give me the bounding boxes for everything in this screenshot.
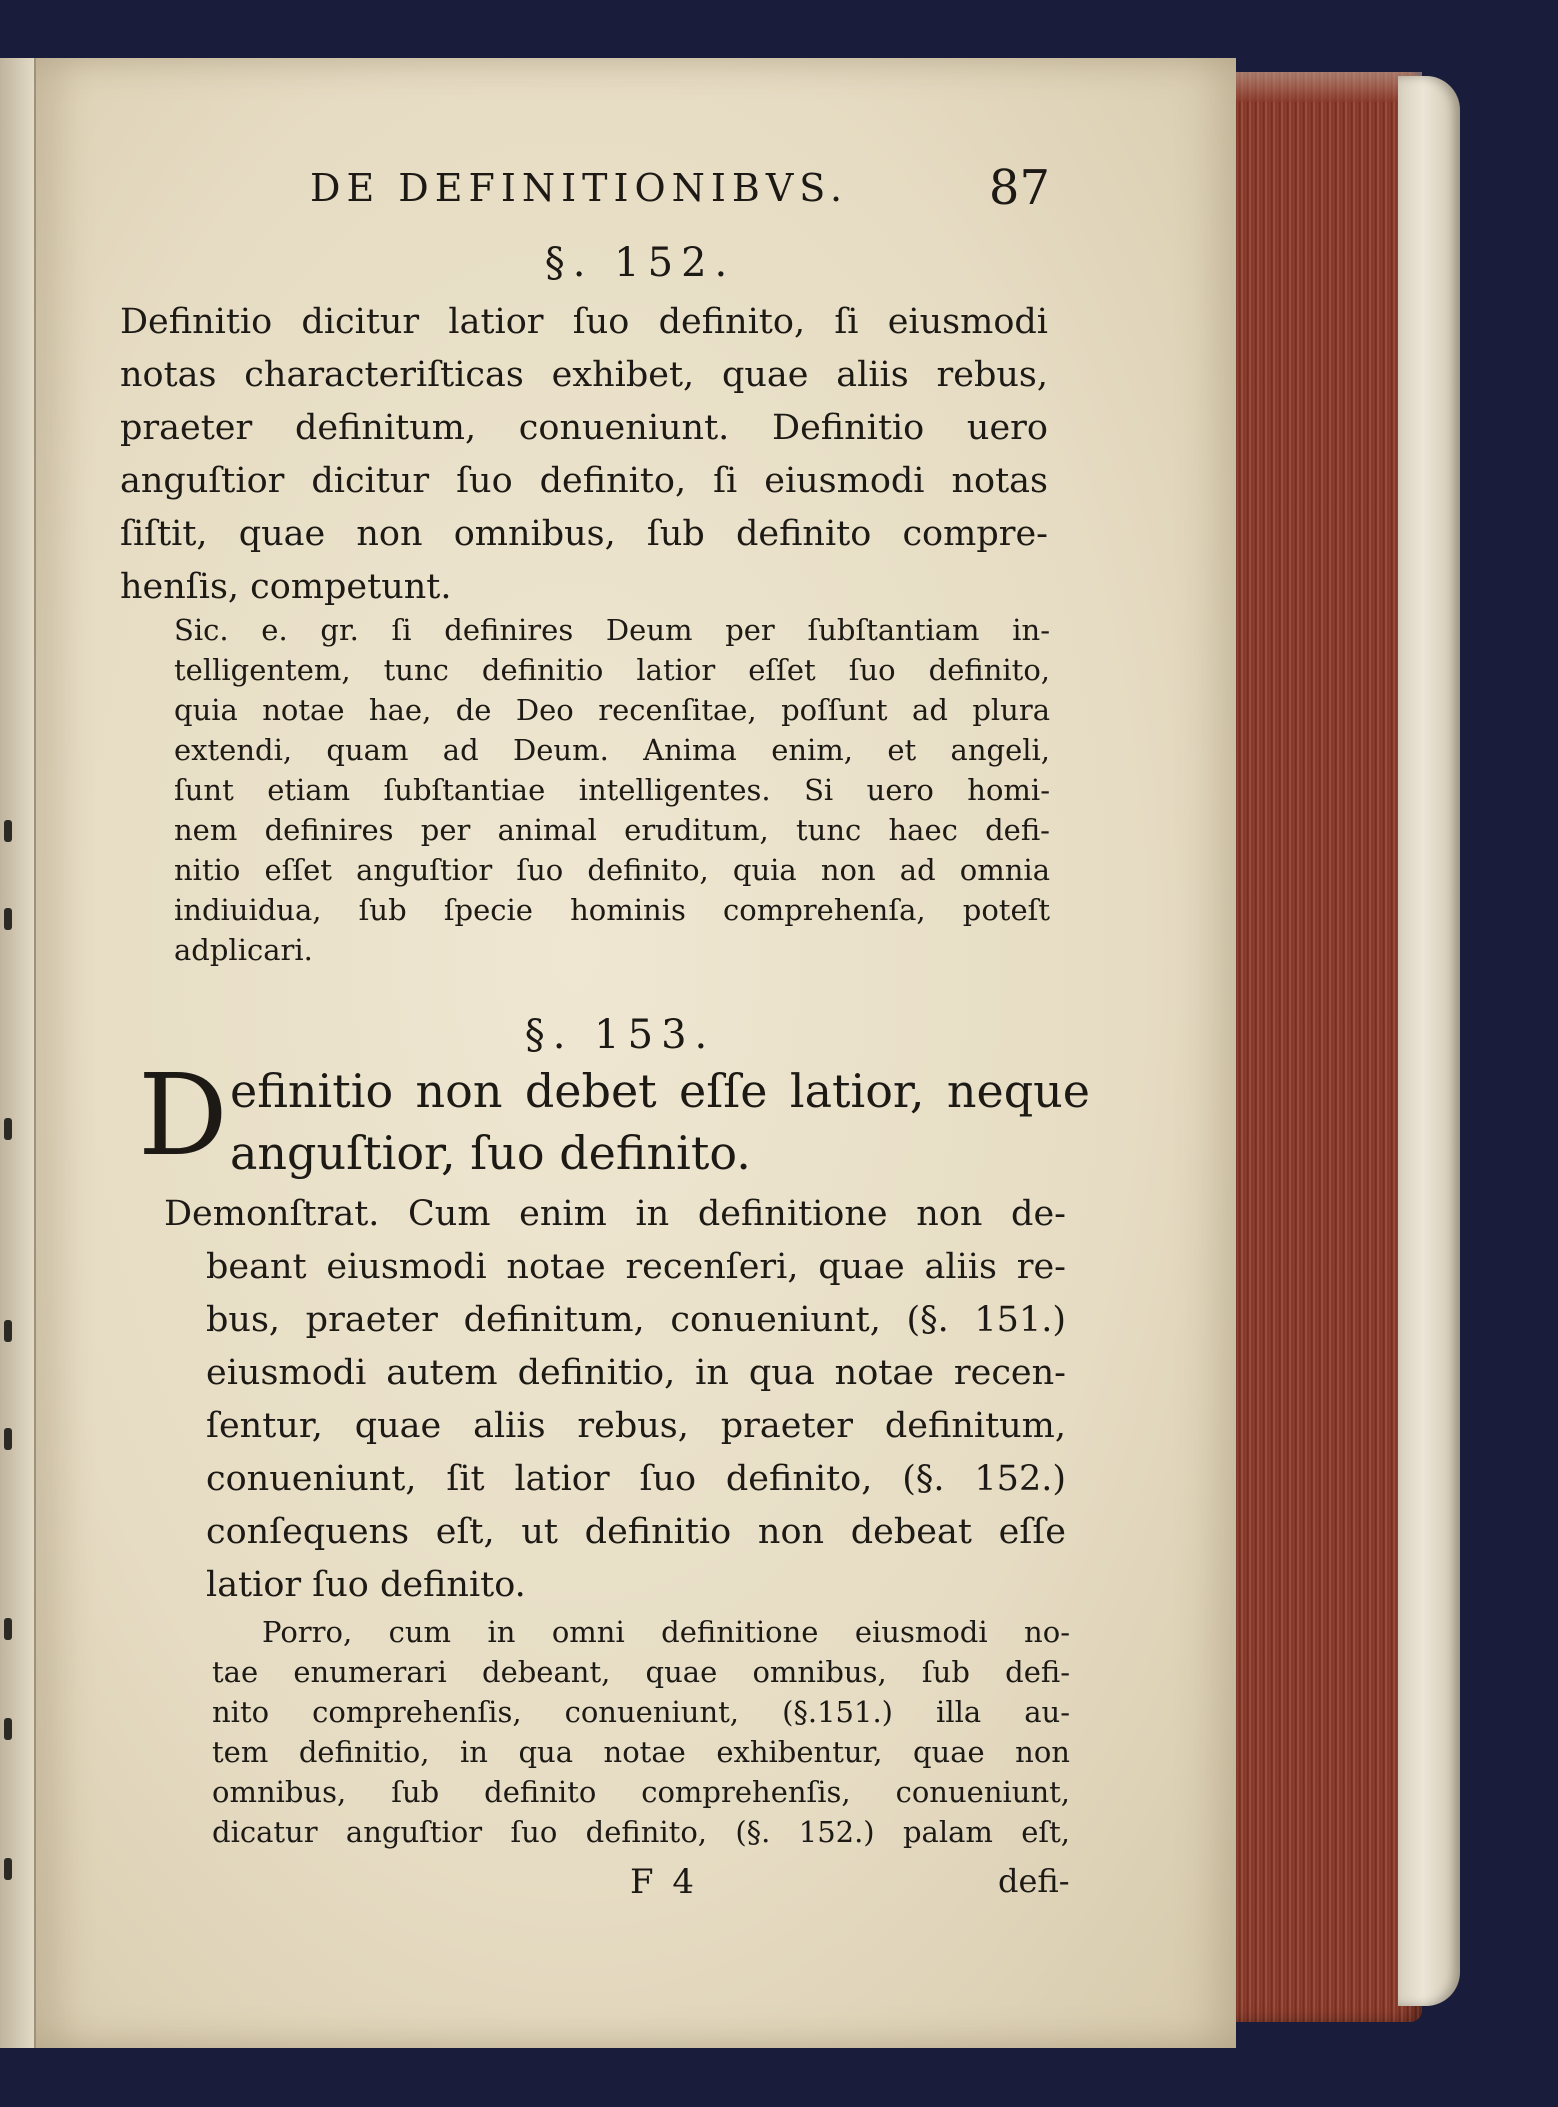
text-line: henſis, competunt. [120, 567, 452, 607]
text-line: extendi, quam ad Deum. Anima enim, et angeli, [174, 733, 1050, 767]
text-line: indiuidua, ſub ſpecie hominis comprehenſa, poteſt [174, 893, 1050, 927]
book-binding [1398, 76, 1460, 2006]
text-line: quia notae hae, de Deo recenſitae, poſſunt ad plura [174, 693, 1050, 727]
text-fragment [4, 820, 12, 842]
text-line: efinitio non debet eſſe latior, neque [230, 1064, 1090, 1118]
text-line: anguſtior, ſuo definito. [230, 1126, 751, 1180]
text-line: nem definires per animal eruditum, tunc haec defi- [174, 813, 1050, 847]
text-fragment [4, 1428, 12, 1450]
section-152-note [174, 610, 1050, 970]
text-line: notas characteriſticas exhibet, quae aliis rebus, [120, 355, 1048, 395]
text-line: eiusmodi autem definitio, in qua notae recen- [206, 1353, 1066, 1393]
text-line: nitio eſſet anguſtior ſuo definito, quia non ad omnia [174, 853, 1050, 887]
text-line: latior ſuo definito. [206, 1565, 526, 1605]
text-line: conſequens eſt, ut definitio non debeat eſſe [206, 1512, 1066, 1552]
text-line: Porro, cum in omni definitione eiusmodi no- [262, 1615, 1070, 1649]
text-line: bus, praeter definitum, conueniunt, (§. 151.) [206, 1300, 1066, 1340]
text-line: Definitio dicitur latior ſuo definito, ſi eiusmodi [120, 302, 1048, 342]
text-line: telligentem, tunc definitio latior eſſet ſuo definito, [174, 653, 1050, 687]
signature-mark: F 4 [630, 1862, 699, 1902]
catchword: defi- [998, 1862, 1070, 1900]
text-fragment [4, 1118, 12, 1140]
running-head [310, 160, 1050, 220]
section-153-note [212, 1612, 1070, 1852]
page-number: 87 [988, 160, 1050, 216]
text-fragment [4, 908, 12, 930]
text-line: dicatur anguſtior ſuo definito, (§. 152.) palam eſt, [212, 1815, 1070, 1849]
text-line: nito comprehenſis, conueniunt, (§.151.) illa au- [212, 1695, 1070, 1729]
text-line: Demonſtrat. Cum enim in definitione non de- [164, 1194, 1066, 1234]
text-line: beant eiusmodi notae recenſeri, quae aliis re- [206, 1247, 1066, 1287]
text-fragment [4, 1320, 12, 1342]
text-line: ſentur, quae aliis rebus, praeter definitum, [206, 1406, 1066, 1446]
drop-cap: D [138, 1051, 228, 1181]
text-line: tae enumerari debeant, quae omnibus, ſub defi- [212, 1655, 1070, 1689]
section-152-definition [120, 296, 1048, 614]
text-line: anguſtior dicitur ſuo definito, ſi eiusmodi notas [120, 461, 1048, 501]
text-line: Sic. e. gr. ſi definires Deum per ſubſtantiam in- [174, 613, 1050, 647]
page-fore-edge-top [1222, 72, 1422, 102]
previous-page-edge [0, 58, 36, 2048]
text-fragment [4, 1718, 12, 1740]
text-line: omnibus, ſub definito comprehenſis, conueniunt, [212, 1775, 1070, 1809]
page-fore-edge [1222, 72, 1422, 2022]
section-153-demonstration [164, 1188, 1066, 1612]
text-fragment [4, 1618, 12, 1640]
section-153-proposition [230, 1060, 1090, 1184]
text-line: tem definitio, in qua notae exhibentur, quae non [212, 1735, 1070, 1769]
text-fragment [4, 1858, 12, 1880]
running-title: DE DEFINITIONIBVS. [310, 166, 849, 210]
text-line: ſunt etiam ſubſtantiae intelligentes. Si uero homi- [174, 773, 1050, 807]
text-line: ſiſtit, quae non omnibus, ſub definito compre- [120, 514, 1048, 554]
text-line: adplicari. [174, 933, 313, 967]
text-line: praeter definitum, conueniunt. Definitio uero [120, 408, 1048, 448]
previous-page-text-fragments [0, 58, 34, 2048]
section-153-heading: §. 153. [524, 1012, 716, 1058]
section-152-heading: §. 152. [544, 240, 736, 286]
text-line: conueniunt, ſit latior ſuo definito, (§. 152.) [206, 1459, 1066, 1499]
